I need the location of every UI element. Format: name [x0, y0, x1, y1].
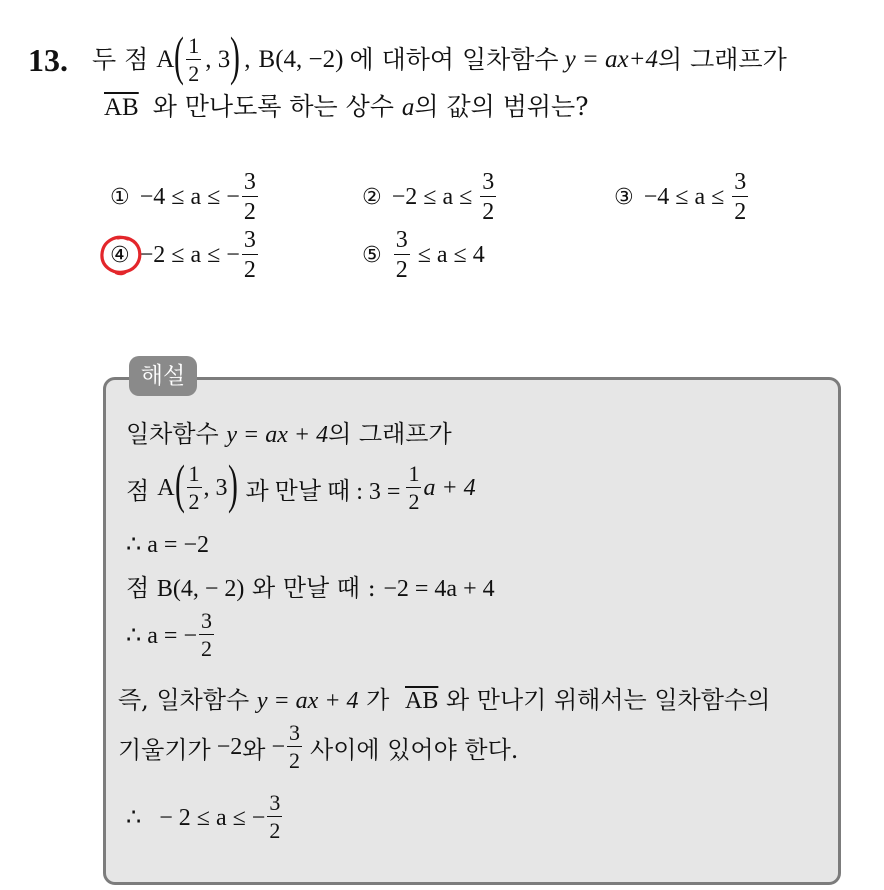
sol-l6-pre: 즉, 일차함수 [118, 686, 250, 714]
choice-3-fraction: $\frac{3}{2}$ [734, 169, 747, 225]
choice-1-mark: ① [110, 184, 130, 210]
choice-4-pre: −2 ≤ a ≤ − [139, 241, 240, 268]
sol-l2-post: a + 4 [423, 474, 476, 501]
choice-3-pre: −4 ≤ a ≤ [643, 183, 731, 210]
question-text-post: 의 그래프가 [658, 45, 787, 74]
left-paren: ( [174, 26, 185, 86]
right-paren: ) [230, 26, 241, 86]
solution-line-7 [118, 722, 518, 772]
question-line-1 [28, 28, 787, 92]
question-text-mid: 에 대하여 일차함수 [349, 45, 559, 74]
choice-1-pre: −4 ≤ a ≤ − [139, 183, 240, 210]
solution-line-2 [126, 455, 476, 521]
sol-l2-pre: 점 [126, 476, 150, 505]
choice-5-post: ≤ a ≤ 4 [411, 241, 485, 268]
linear-function: y = ax+4 [564, 46, 659, 73]
choice-5-fraction: $\frac{3}{2}$ [395, 227, 408, 283]
choice-4-mark: ④ [110, 242, 130, 268]
sol-l2-fraction-2: $\frac{1}{2}$ [408, 461, 420, 514]
sol-l2-fraction: $\frac{1}{2}$ [188, 461, 200, 514]
sol-l1-post: 의 그래프가 [328, 420, 452, 448]
var-a: a [401, 94, 415, 121]
sol-l2-a: A [157, 474, 175, 501]
sol-l5-pre: ∴ a = − [126, 622, 197, 649]
solution-line-1 [126, 414, 452, 449]
segment-ab: $\overline{AB}$ [104, 94, 139, 121]
sol-l7-pre: 기울기가 [118, 735, 211, 764]
question-text-2mid: 와 만나도록 하는 상수 [152, 92, 394, 121]
choice-2-mark: ② [362, 184, 382, 210]
choice-4-fraction: $\frac{3}{2}$ [243, 227, 256, 283]
sol-l8-fraction: $\frac{3}{2}$ [269, 790, 281, 843]
choice-2-fraction: $\frac{3}{2}$ [482, 169, 495, 225]
sol-l2-mid: 과 만날 때 : 3 = [245, 478, 401, 505]
choice-5[interactable] [362, 228, 485, 282]
point-b: B(4, −2) [258, 46, 344, 73]
choice-2[interactable] [362, 170, 498, 224]
sol-l4-eq: −2 = 4a + 4 [383, 576, 495, 602]
sol-l7-mid: 와 [242, 735, 266, 764]
question-number: 13. [28, 42, 68, 78]
choice-3[interactable] [614, 170, 750, 224]
sol-l5-fraction: $\frac{3}{2}$ [201, 608, 212, 661]
solution-tag: 해설 [129, 356, 197, 396]
sol-l7-val: −2 [216, 733, 243, 760]
sol-l4-mid: 와 만날 때 : [252, 574, 376, 602]
choice-1-fraction: $\frac{3}{2}$ [243, 169, 256, 225]
question-text-pre: 두 점 [92, 45, 149, 74]
sol-l8-pre: ∴ − 2 ≤ a ≤ − [126, 804, 266, 831]
solution-line-3: ∴ a = −2 [126, 532, 209, 558]
question-line-2 [104, 90, 589, 125]
answer-circle-mark [98, 233, 144, 277]
solution-line-6 [118, 680, 770, 715]
choice-3-mark: ③ [614, 184, 634, 210]
sol-l4-b: B(4, − 2) [156, 576, 245, 602]
sol-l2-y: , 3 [203, 474, 228, 501]
comma: , [244, 46, 251, 73]
solution-line-4 [126, 568, 495, 603]
fraction-one-half: $\frac{1}{2}$ [188, 33, 200, 86]
sol-l7-fraction: $\frac{3}{2}$ [289, 720, 301, 773]
solution-line-5 [126, 610, 216, 660]
sol-right-paren: ) [227, 454, 238, 514]
choice-5-mark: ⑤ [362, 242, 382, 268]
sol-l6-func: y = ax + 4 [256, 688, 359, 714]
point-a-label: A [156, 46, 175, 73]
sol-l7-minus: − [271, 733, 286, 760]
point-a-y: , 3 [205, 46, 231, 73]
sol-l6-seg: $\overline{AB}$ [405, 688, 439, 714]
sol-l1-pre: 일차함수 [126, 420, 219, 448]
question-text-2post: 의 값의 범위는? [414, 92, 589, 121]
sol-l6-mid: 가 [366, 686, 390, 714]
sol-l4-pre: 점 [126, 574, 150, 602]
sol-l7-post: 사이에 있어야 한다. [310, 735, 519, 764]
sol-l1-func: y = ax + 4 [226, 422, 329, 448]
choice-1[interactable] [110, 170, 260, 224]
sol-left-paren: ( [174, 454, 185, 514]
solution-line-8 [126, 792, 284, 842]
choice-2-pre: −2 ≤ a ≤ [391, 183, 479, 210]
sol-l6-post: 와 만나기 위해서는 일차함수의 [445, 686, 771, 714]
